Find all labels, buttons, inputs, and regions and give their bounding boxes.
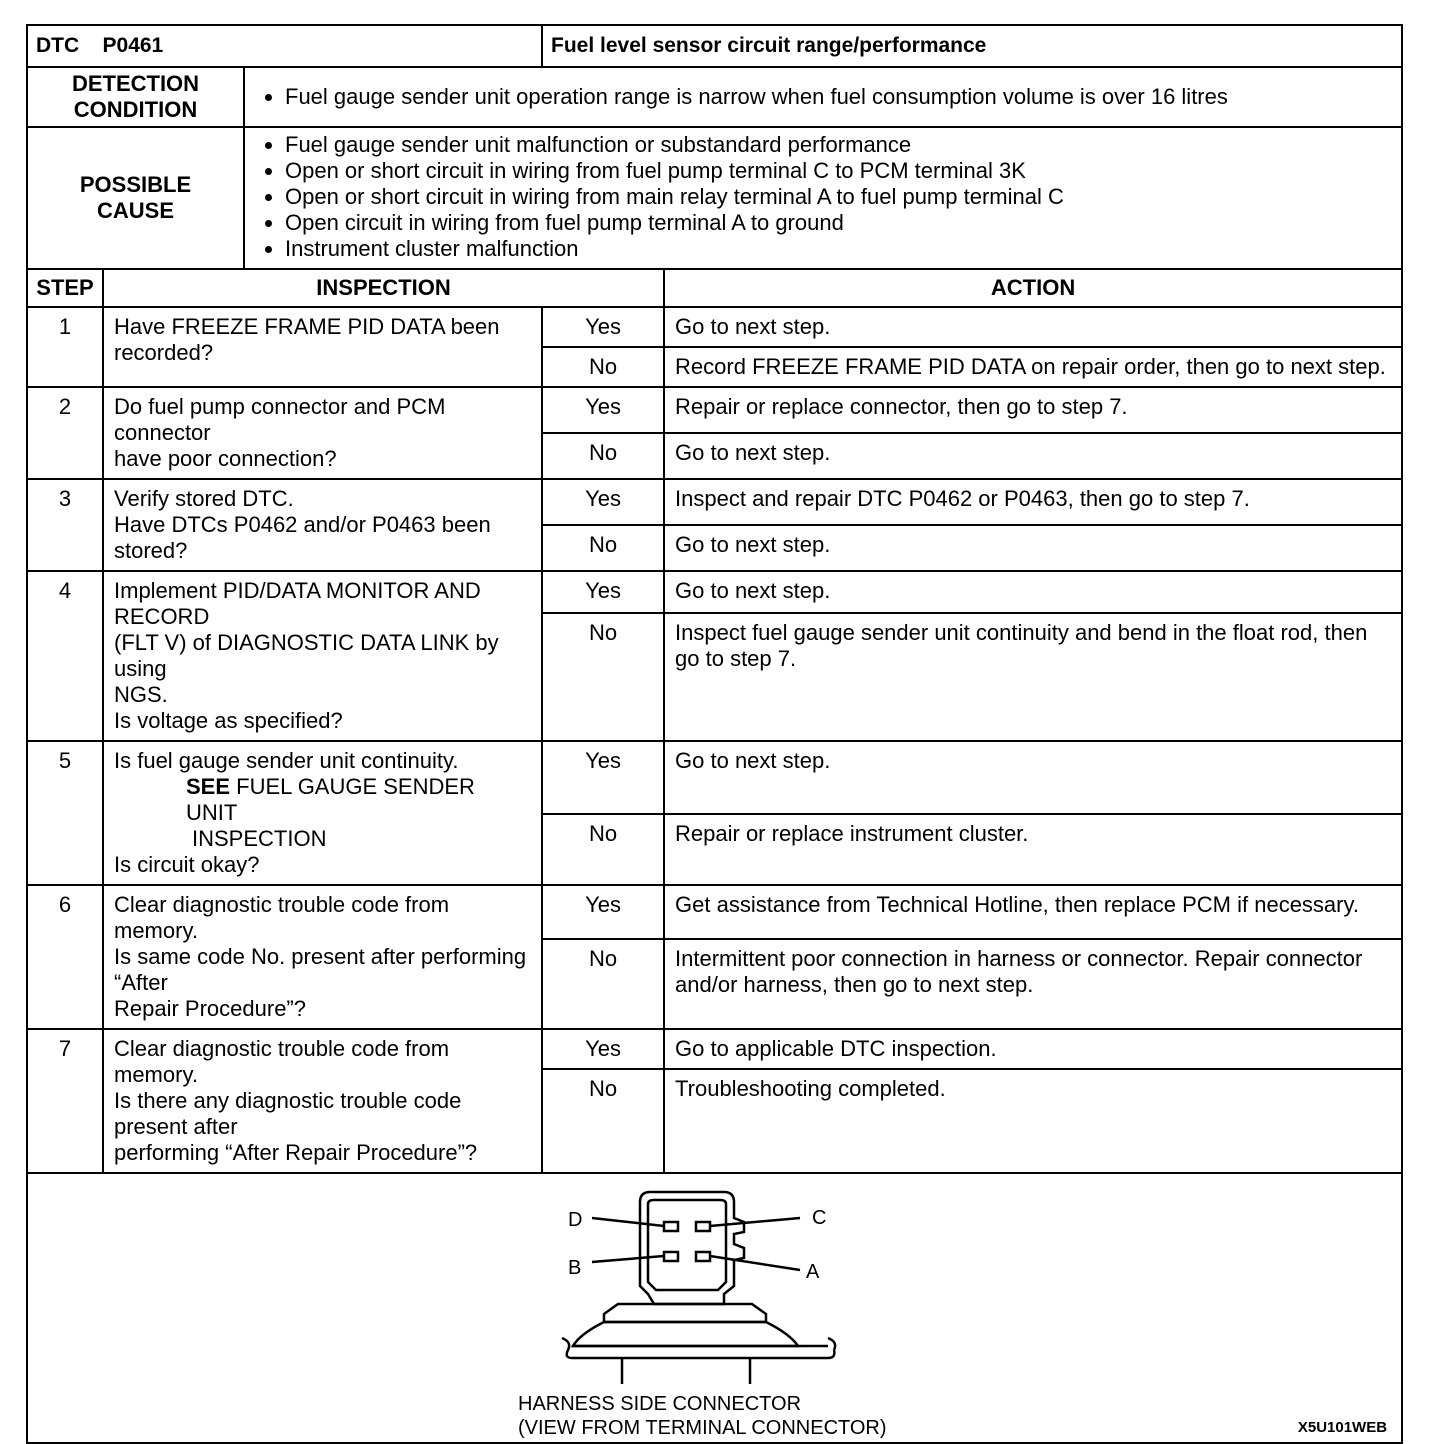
connector-housing bbox=[640, 1192, 744, 1304]
dtc-label: DTC bbox=[36, 34, 80, 57]
step-inspection: Is fuel gauge sender unit continuity. SEE FUEL GAUGE SENDER UNIT INSPECTION Is circuit okay? bbox=[103, 741, 542, 885]
possible-cause-list bbox=[244, 127, 1402, 269]
yes-label: Yes bbox=[542, 1029, 664, 1069]
connector-flange bbox=[604, 1304, 766, 1322]
dtc-code-cell bbox=[27, 25, 542, 67]
no-action: Inspect fuel gauge sender unit continuity and bend in the float rod, then go to step 7. bbox=[664, 613, 1402, 741]
step-inspection: Do fuel pump connector and PCM connector have poor connection? bbox=[103, 387, 542, 479]
possible-cause-row bbox=[27, 127, 1402, 269]
no-action: Go to next step. bbox=[664, 525, 1402, 571]
terminal-d bbox=[664, 1222, 678, 1231]
yes-label: Yes bbox=[542, 885, 664, 939]
yes-label: Yes bbox=[542, 307, 664, 347]
detection-item: • Fuel gauge sender unit operation range is narrow when fuel consumption volume is over 16 litres bbox=[285, 84, 1391, 110]
no-action: Record FREEZE FRAME PID DATA on repair order, then go to next step. bbox=[664, 347, 1402, 387]
label-c: C bbox=[812, 1207, 827, 1229]
yes-label: Yes bbox=[542, 571, 664, 613]
no-label: No bbox=[542, 433, 664, 479]
no-action: Repair or replace instrument cluster. bbox=[664, 814, 1402, 885]
label-a: A bbox=[806, 1261, 820, 1283]
detection-label: DETECTION CONDITION bbox=[27, 67, 244, 127]
table-row bbox=[27, 387, 1402, 433]
no-label: No bbox=[542, 347, 664, 387]
table-row bbox=[27, 479, 1402, 525]
caption-line1: HARNESS SIDE CONNECTOR bbox=[518, 1393, 802, 1415]
step-number: 1 bbox=[27, 307, 103, 387]
cause-item: • Instrument cluster malfunction bbox=[285, 236, 1391, 262]
no-label: No bbox=[542, 613, 664, 741]
table-row bbox=[27, 571, 1402, 613]
yes-label: Yes bbox=[542, 741, 664, 814]
step-number: 4 bbox=[27, 571, 103, 741]
terminal-b bbox=[664, 1252, 678, 1261]
leader-c bbox=[710, 1218, 800, 1226]
cause-item: • Open or short circuit in wiring from fuel pump terminal C to PCM terminal 3K bbox=[285, 158, 1391, 184]
yes-label: Yes bbox=[542, 479, 664, 525]
cause-item: • Open circuit in wiring from fuel pump terminal A to ground bbox=[285, 210, 1391, 236]
possible-cause-label: POSSIBLE CAUSE bbox=[27, 127, 244, 269]
no-label: No bbox=[542, 814, 664, 885]
table-row bbox=[27, 307, 1402, 347]
yes-action: Go to next step. bbox=[664, 741, 1402, 814]
dtc-code: P0461 bbox=[102, 34, 164, 57]
table-row bbox=[27, 1029, 1402, 1069]
diagram-row bbox=[27, 1173, 1402, 1443]
no-action: Troubleshooting completed. bbox=[664, 1069, 1402, 1173]
yes-label: Yes bbox=[542, 387, 664, 433]
leader-d bbox=[592, 1218, 664, 1226]
step-inspection: Clear diagnostic trouble code from memory. Is same code No. present after performing “After Repair Procedure”? bbox=[103, 885, 542, 1029]
step-inspection: Have FREEZE FRAME PID DATA been recorded? bbox=[103, 307, 542, 387]
table-row bbox=[27, 741, 1402, 814]
inspection-column-header: INSPECTION bbox=[103, 269, 664, 307]
column-header-row bbox=[27, 269, 1402, 307]
no-label: No bbox=[542, 525, 664, 571]
table-row bbox=[27, 885, 1402, 939]
step-column-header: STEP bbox=[27, 269, 103, 307]
terminal-a bbox=[696, 1252, 710, 1261]
caption-line2: (VIEW FROM TERMINAL CONNECTOR) bbox=[518, 1417, 887, 1439]
no-action: Go to next step. bbox=[664, 433, 1402, 479]
detection-condition bbox=[244, 67, 1402, 127]
yes-action: Go to applicable DTC inspection. bbox=[664, 1029, 1402, 1069]
action-column-header: ACTION bbox=[664, 269, 1402, 307]
see-reference: FUEL GAUGE SENDER UNIT bbox=[186, 774, 475, 825]
label-d: D bbox=[568, 1209, 583, 1231]
cause-item: • Open or short circuit in wiring from main relay terminal A to fuel pump terminal C bbox=[285, 184, 1391, 210]
yes-action: Go to next step. bbox=[664, 307, 1402, 347]
see-label: SEE bbox=[186, 774, 231, 799]
step-inspection: Implement PID/DATA MONITOR AND RECORD (FLT V) of DIAGNOSTIC DATA LINK by using NGS. Is voltage as specified? bbox=[103, 571, 542, 741]
step-inspection: Verify stored DTC. Have DTCs P0462 and/or P0463 been stored? bbox=[103, 479, 542, 571]
see-reference-cont: INSPECTION bbox=[192, 826, 327, 851]
no-label: No bbox=[542, 1069, 664, 1173]
step-number: 6 bbox=[27, 885, 103, 1029]
no-action: Intermittent poor connection in harness or connector. Repair connector and/or harness, then go to next step. bbox=[664, 939, 1402, 1029]
yes-action: Get assistance from Technical Hotline, then replace PCM if necessary. bbox=[664, 885, 1402, 939]
step-inspection: Clear diagnostic trouble code from memory. Is there any diagnostic trouble code present after performing “After Repair Procedure”? bbox=[103, 1029, 542, 1173]
leader-a bbox=[710, 1256, 800, 1270]
step-number: 7 bbox=[27, 1029, 103, 1173]
label-b: B bbox=[568, 1257, 582, 1279]
cause-item: • Fuel gauge sender unit malfunction or substandard performance bbox=[285, 132, 1391, 158]
detection-row bbox=[27, 67, 1402, 127]
step-number: 3 bbox=[27, 479, 103, 571]
step-number: 5 bbox=[27, 741, 103, 885]
yes-action: Go to next step. bbox=[664, 571, 1402, 613]
leader-b bbox=[592, 1256, 664, 1262]
yes-action: Repair or replace connector, then go to step 7. bbox=[664, 387, 1402, 433]
no-label: No bbox=[542, 939, 664, 1029]
header-row bbox=[27, 25, 1402, 67]
sender-base bbox=[573, 1322, 798, 1346]
connector-diagram bbox=[27, 1173, 1402, 1443]
dtc-table bbox=[26, 24, 1403, 1444]
step-number: 2 bbox=[27, 387, 103, 479]
dtc-sheet bbox=[26, 24, 1401, 1439]
dtc-title: Fuel level sensor circuit range/performance bbox=[542, 25, 1402, 67]
figure-code: X5U101WEB bbox=[1297, 1419, 1388, 1436]
terminal-c bbox=[696, 1222, 710, 1231]
yes-action: Inspect and repair DTC P0462 or P0463, then go to step 7. bbox=[664, 479, 1402, 525]
connector-inner bbox=[648, 1200, 726, 1290]
